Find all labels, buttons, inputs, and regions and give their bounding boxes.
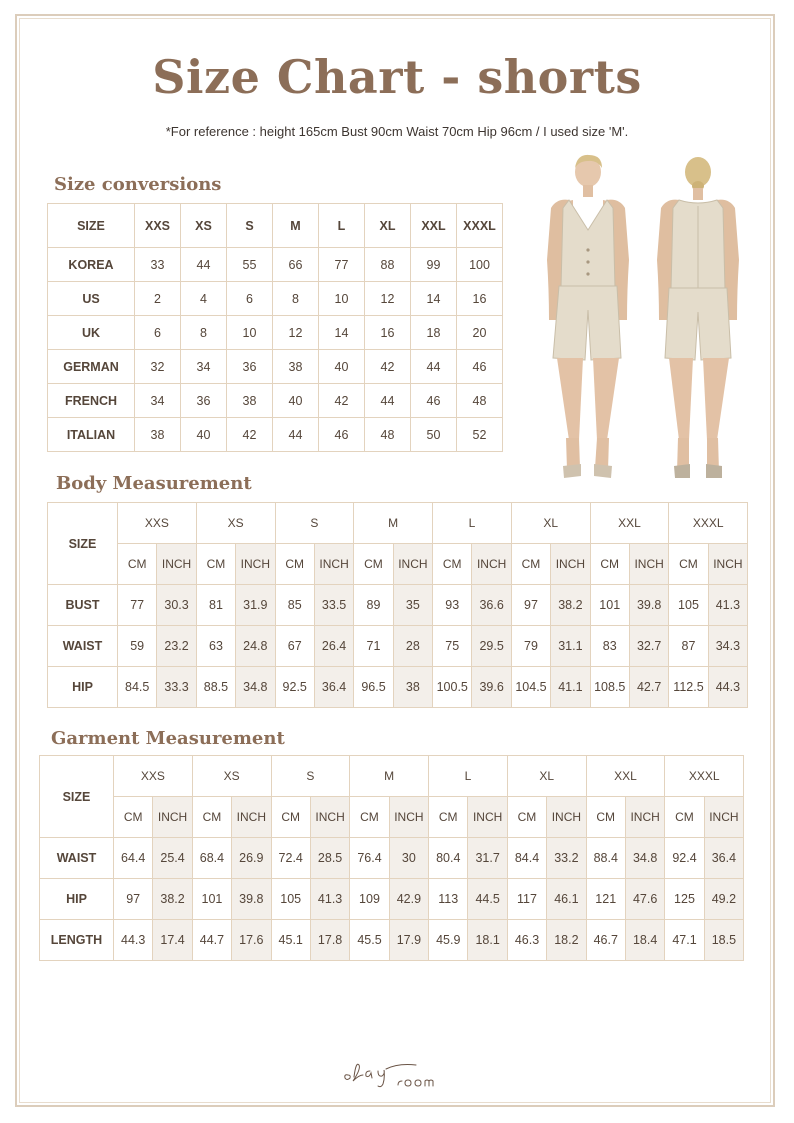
table-cell: 93	[433, 585, 472, 626]
table-cell: 46.7	[586, 920, 625, 961]
table-cell: 113	[429, 879, 468, 920]
table-cell: 88.5	[196, 667, 235, 708]
table-cell: 96.5	[354, 667, 393, 708]
unit-cm-header: CM	[586, 797, 625, 838]
table-cell: 84.4	[507, 838, 546, 879]
table-cell: 83	[590, 626, 629, 667]
table-cell: 44.7	[192, 920, 231, 961]
table-cell: 4	[181, 282, 227, 316]
table-cell: 38	[135, 418, 181, 452]
table-cell: 26.4	[314, 626, 353, 667]
table-cell: 23.2	[157, 626, 196, 667]
header-row	[48, 204, 503, 248]
size-conversions-table	[47, 203, 503, 452]
table-cell: 32	[135, 350, 181, 384]
table-cell: 29.5	[472, 626, 511, 667]
table-cell: 72.4	[271, 838, 310, 879]
page-title: Size Chart - shorts	[152, 50, 642, 104]
brand-logo	[340, 1055, 454, 1091]
table-cell: 36	[227, 350, 273, 384]
row-label: GERMAN	[48, 350, 135, 384]
table-cell: 6	[135, 316, 181, 350]
table-cell: 45.9	[429, 920, 468, 961]
table-cell: 33.2	[547, 838, 586, 879]
table-cell: 46	[319, 418, 365, 452]
table-cell: 48	[365, 418, 411, 452]
row-label: UK	[48, 316, 135, 350]
unit-cm-header: CM	[196, 544, 235, 585]
table-cell: 101	[590, 585, 629, 626]
size-column-header: XXXL	[669, 503, 748, 544]
table-cell: 17.8	[310, 920, 349, 961]
table-row	[40, 838, 744, 879]
table-cell: 45.5	[350, 920, 389, 961]
unit-inch-header: INCH	[232, 797, 271, 838]
table-cell: 38	[273, 350, 319, 384]
table-cell: 121	[586, 879, 625, 920]
table-cell: 92.5	[275, 667, 314, 708]
unit-header-row	[48, 544, 748, 585]
unit-inch-header: INCH	[310, 797, 349, 838]
table-cell: 44	[365, 384, 411, 418]
unit-inch-header: INCH	[314, 544, 353, 585]
table-row	[40, 920, 744, 961]
table-cell: 18.1	[468, 920, 507, 961]
size-column-header: S	[275, 503, 354, 544]
table-row	[48, 384, 503, 418]
table-cell: 85	[275, 585, 314, 626]
unit-cm-header: CM	[275, 544, 314, 585]
table-row	[48, 282, 503, 316]
table-cell: 31.7	[468, 838, 507, 879]
table-cell: 41.3	[310, 879, 349, 920]
table-cell: 55	[227, 248, 273, 282]
table-cell: 44	[273, 418, 319, 452]
table-cell: 38.2	[153, 879, 192, 920]
unit-cm-header: CM	[511, 544, 550, 585]
table-cell: 36.6	[472, 585, 511, 626]
table-cell: 34.8	[625, 838, 664, 879]
table-cell: 18.4	[625, 920, 664, 961]
table-cell: 75	[433, 626, 472, 667]
body-measurement-heading: Body Measurement	[56, 473, 252, 494]
table-cell: 38	[393, 667, 432, 708]
table-cell: 36.4	[704, 838, 743, 879]
row-label: US	[48, 282, 135, 316]
table-cell: 104.5	[511, 667, 550, 708]
table-cell: 44.3	[114, 920, 153, 961]
table-cell: 32.7	[629, 626, 668, 667]
body-measurement-table	[47, 502, 748, 708]
unit-inch-header: INCH	[629, 544, 668, 585]
unit-inch-header: INCH	[625, 797, 664, 838]
garment-measurement-heading: Garment Measurement	[51, 728, 285, 749]
table-cell: 30	[389, 838, 428, 879]
table-cell: 35	[393, 585, 432, 626]
size-header-row	[40, 756, 744, 797]
table-cell: 101	[192, 879, 231, 920]
size-column-header: XXL	[411, 204, 457, 248]
table-cell: 100.5	[433, 667, 472, 708]
size-conversions-heading: Size conversions	[54, 174, 222, 195]
row-label: WAIST	[48, 626, 118, 667]
size-column-header: M	[354, 503, 433, 544]
size-column-header: L	[319, 204, 365, 248]
table-cell: 10	[227, 316, 273, 350]
table-cell: 49.2	[704, 879, 743, 920]
table-cell: 36	[181, 384, 227, 418]
table-cell: 41.1	[551, 667, 590, 708]
unit-inch-header: INCH	[153, 797, 192, 838]
table-cell: 14	[319, 316, 365, 350]
size-column-header: XXXL	[457, 204, 503, 248]
table-cell: 34	[135, 384, 181, 418]
table-row	[48, 585, 748, 626]
table-cell: 81	[196, 585, 235, 626]
unit-cm-header: CM	[590, 544, 629, 585]
table-row	[48, 667, 748, 708]
unit-inch-header: INCH	[393, 544, 432, 585]
unit-inch-header: INCH	[708, 544, 747, 585]
row-label: BUST	[48, 585, 118, 626]
table-row	[48, 350, 503, 384]
table-cell: 76.4	[350, 838, 389, 879]
table-cell: 77	[319, 248, 365, 282]
row-label: ITALIAN	[48, 418, 135, 452]
table-row	[40, 879, 744, 920]
unit-inch-header: INCH	[472, 544, 511, 585]
row-label: WAIST	[40, 838, 114, 879]
size-header: SIZE	[48, 204, 135, 248]
size-header: SIZE	[48, 503, 118, 585]
table-cell: 67	[275, 626, 314, 667]
size-column-header: XL	[511, 503, 590, 544]
table-cell: 89	[354, 585, 393, 626]
table-cell: 87	[669, 626, 708, 667]
model-illustration	[533, 150, 759, 482]
table-cell: 33.5	[314, 585, 353, 626]
table-cell: 28	[393, 626, 432, 667]
table-cell: 42.7	[629, 667, 668, 708]
table-cell: 44.5	[468, 879, 507, 920]
table-cell: 31.9	[236, 585, 275, 626]
table-cell: 48	[457, 384, 503, 418]
table-cell: 17.6	[232, 920, 271, 961]
size-column-header: M	[350, 756, 429, 797]
size-header: SIZE	[40, 756, 114, 838]
table-cell: 108.5	[590, 667, 629, 708]
table-cell: 99	[411, 248, 457, 282]
table-cell: 36.4	[314, 667, 353, 708]
table-cell: 34	[181, 350, 227, 384]
unit-header-row	[40, 797, 744, 838]
unit-inch-header: INCH	[551, 544, 590, 585]
table-cell: 8	[181, 316, 227, 350]
unit-cm-header: CM	[669, 544, 708, 585]
size-column-header: S	[271, 756, 350, 797]
table-cell: 16	[457, 282, 503, 316]
unit-cm-header: CM	[192, 797, 231, 838]
table-cell: 105	[271, 879, 310, 920]
table-cell: 40	[273, 384, 319, 418]
size-column-header: L	[429, 756, 508, 797]
table-cell: 34.8	[236, 667, 275, 708]
table-cell: 68.4	[192, 838, 231, 879]
unit-inch-header: INCH	[389, 797, 428, 838]
size-column-header: M	[273, 204, 319, 248]
unit-inch-header: INCH	[547, 797, 586, 838]
table-cell: 39.8	[232, 879, 271, 920]
unit-cm-header: CM	[118, 544, 157, 585]
unit-cm-header: CM	[433, 544, 472, 585]
table-cell: 97	[511, 585, 550, 626]
table-row	[48, 316, 503, 350]
table-cell: 38.2	[551, 585, 590, 626]
unit-cm-header: CM	[354, 544, 393, 585]
table-cell: 44.3	[708, 667, 747, 708]
table-cell: 109	[350, 879, 389, 920]
table-cell: 47.1	[665, 920, 704, 961]
table-cell: 6	[227, 282, 273, 316]
table-cell: 38	[227, 384, 273, 418]
table-cell: 42	[319, 384, 365, 418]
unit-inch-header: INCH	[236, 544, 275, 585]
table-cell: 40	[181, 418, 227, 452]
table-row	[48, 418, 503, 452]
size-column-header: L	[433, 503, 512, 544]
table-cell: 59	[118, 626, 157, 667]
table-cell: 112.5	[669, 667, 708, 708]
unit-cm-header: CM	[507, 797, 546, 838]
table-cell: 45.1	[271, 920, 310, 961]
table-cell: 77	[118, 585, 157, 626]
table-cell: 17.9	[389, 920, 428, 961]
row-label: LENGTH	[40, 920, 114, 961]
size-column-header: XXL	[586, 756, 665, 797]
table-cell: 66	[273, 248, 319, 282]
table-cell: 28.5	[310, 838, 349, 879]
size-column-header: XXXL	[665, 756, 744, 797]
unit-inch-header: INCH	[468, 797, 507, 838]
size-column-header: XXS	[118, 503, 197, 544]
size-column-header: S	[227, 204, 273, 248]
size-column-header: XS	[196, 503, 275, 544]
garment-measurement-table	[39, 755, 744, 961]
table-cell: 40	[319, 350, 365, 384]
table-cell: 46	[411, 384, 457, 418]
table-cell: 47.6	[625, 879, 664, 920]
size-column-header: XS	[192, 756, 271, 797]
table-cell: 12	[273, 316, 319, 350]
table-cell: 88	[365, 248, 411, 282]
table-cell: 105	[669, 585, 708, 626]
table-cell: 88.4	[586, 838, 625, 879]
row-label: KOREA	[48, 248, 135, 282]
table-cell: 64.4	[114, 838, 153, 879]
table-cell: 42	[227, 418, 273, 452]
table-cell: 17.4	[153, 920, 192, 961]
size-column-header: XL	[507, 756, 586, 797]
table-cell: 18.5	[704, 920, 743, 961]
size-column-header: XXS	[135, 204, 181, 248]
table-cell: 31.1	[551, 626, 590, 667]
unit-cm-header: CM	[271, 797, 310, 838]
unit-cm-header: CM	[429, 797, 468, 838]
table-cell: 46.3	[507, 920, 546, 961]
table-cell: 46	[457, 350, 503, 384]
model-back	[657, 157, 739, 478]
size-column-header: XXS	[114, 756, 193, 797]
reference-note: *For reference : height 165cm Bust 90cm Waist 70cm Hip 96cm / I used size 'M'.	[165, 124, 629, 139]
table-row	[48, 626, 748, 667]
table-cell: 33	[135, 248, 181, 282]
table-cell: 50	[411, 418, 457, 452]
unit-cm-header: CM	[114, 797, 153, 838]
model-front	[547, 155, 629, 478]
table-cell: 63	[196, 626, 235, 667]
table-cell: 44	[181, 248, 227, 282]
table-cell: 39.8	[629, 585, 668, 626]
unit-cm-header: CM	[350, 797, 389, 838]
unit-inch-header: INCH	[157, 544, 196, 585]
table-cell: 33.3	[157, 667, 196, 708]
table-cell: 18	[411, 316, 457, 350]
table-cell: 92.4	[665, 838, 704, 879]
table-cell: 8	[273, 282, 319, 316]
table-cell: 52	[457, 418, 503, 452]
table-cell: 10	[319, 282, 365, 316]
table-cell: 14	[411, 282, 457, 316]
row-label: HIP	[48, 667, 118, 708]
size-column-header: XXL	[590, 503, 669, 544]
table-cell: 12	[365, 282, 411, 316]
table-cell: 84.5	[118, 667, 157, 708]
size-column-header: XS	[181, 204, 227, 248]
table-cell: 34.3	[708, 626, 747, 667]
table-cell: 79	[511, 626, 550, 667]
table-cell: 20	[457, 316, 503, 350]
row-label: HIP	[40, 879, 114, 920]
table-cell: 30.3	[157, 585, 196, 626]
table-cell: 39.6	[472, 667, 511, 708]
table-cell: 26.9	[232, 838, 271, 879]
table-cell: 80.4	[429, 838, 468, 879]
table-cell: 42	[365, 350, 411, 384]
table-cell: 16	[365, 316, 411, 350]
unit-inch-header: INCH	[704, 797, 743, 838]
table-cell: 117	[507, 879, 546, 920]
table-cell: 24.8	[236, 626, 275, 667]
table-cell: 100	[457, 248, 503, 282]
size-column-header: XL	[365, 204, 411, 248]
table-cell: 41.3	[708, 585, 747, 626]
table-row	[48, 248, 503, 282]
row-label: FRENCH	[48, 384, 135, 418]
table-cell: 125	[665, 879, 704, 920]
table-cell: 18.2	[547, 920, 586, 961]
table-cell: 42.9	[389, 879, 428, 920]
table-cell: 71	[354, 626, 393, 667]
table-cell: 97	[114, 879, 153, 920]
table-cell: 44	[411, 350, 457, 384]
unit-cm-header: CM	[665, 797, 704, 838]
table-cell: 46.1	[547, 879, 586, 920]
size-header-row	[48, 503, 748, 544]
table-cell: 2	[135, 282, 181, 316]
table-cell: 25.4	[153, 838, 192, 879]
